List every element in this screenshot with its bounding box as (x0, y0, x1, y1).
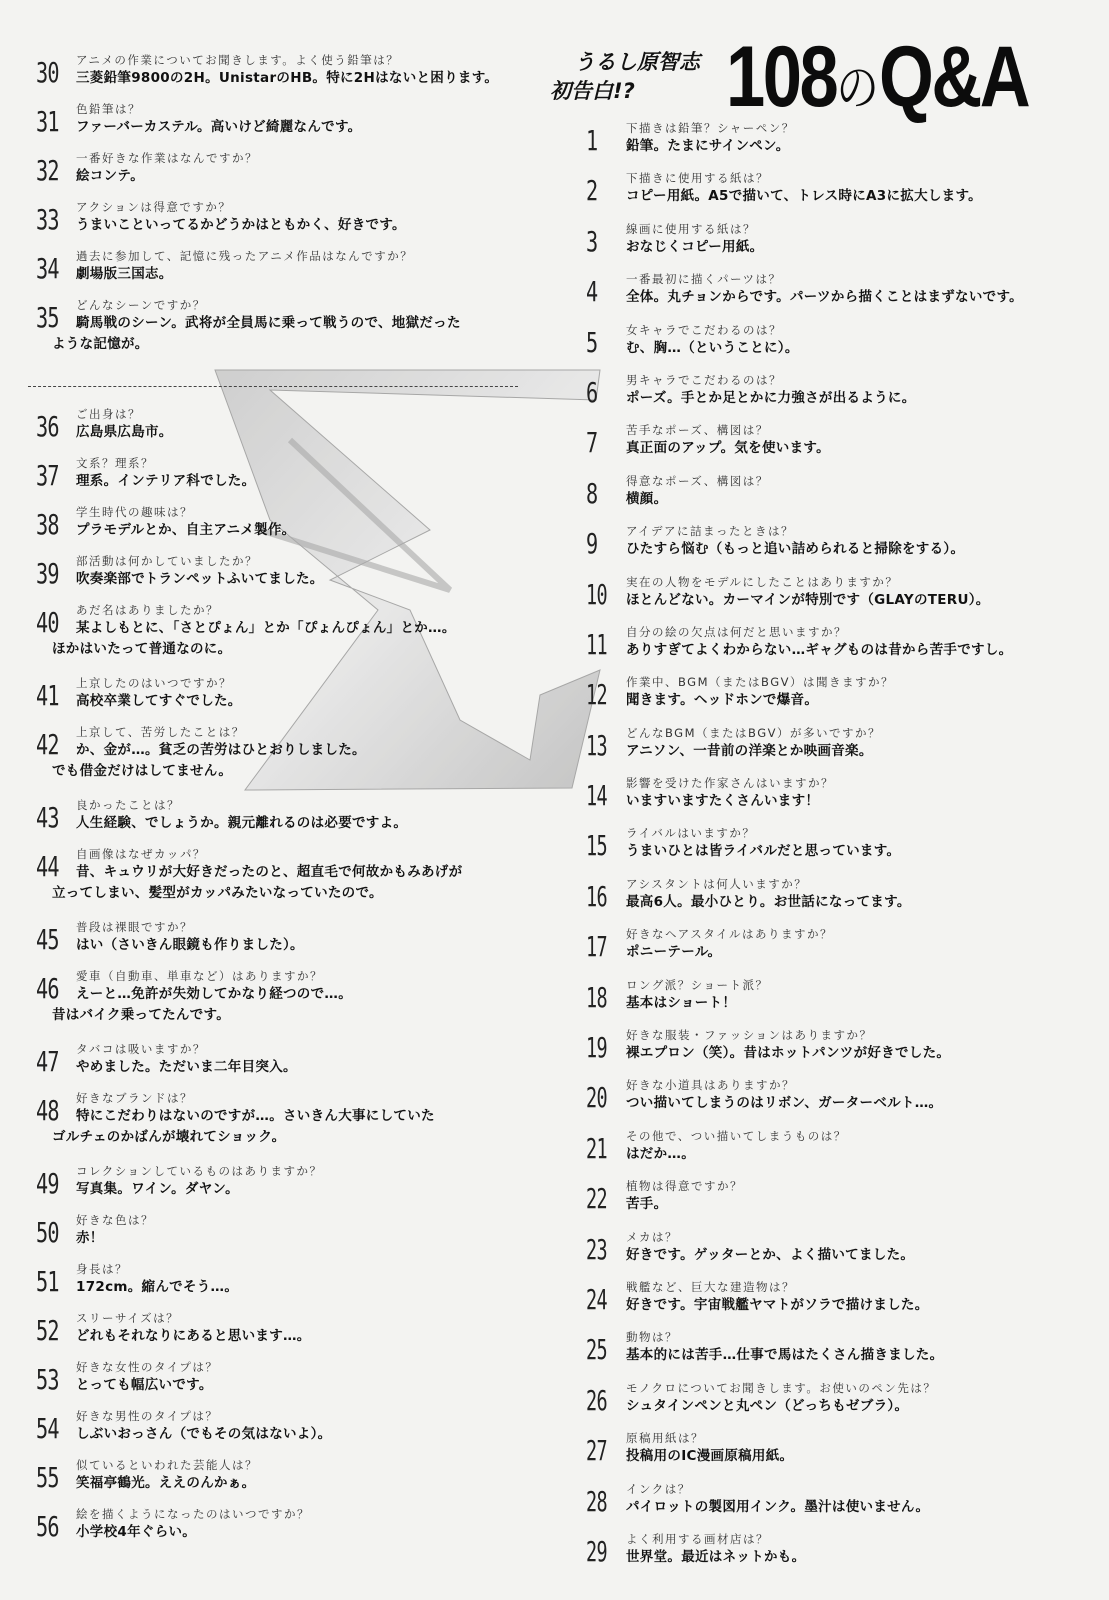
question-number: 23 (586, 1232, 607, 1266)
qa-item-14 (586, 775, 1086, 825)
answer-text: 小学校4年ぐらい。 (76, 1524, 197, 1540)
question-number: 54 (36, 1412, 59, 1445)
question-text: 作業中、BGM（またはBGV）は聞きますか？ (626, 675, 894, 690)
qa-item-27 (586, 1430, 1086, 1480)
answer-text: ほとんどない。カーマインが特別です（GLAYのTERU）。 (626, 591, 990, 608)
qa-item-15 (586, 825, 1086, 875)
qa-item-49 (36, 1163, 536, 1212)
answer-text: うまいこといってるかどうかはともかく、好きです。 (76, 217, 406, 233)
question-text: 苦手なポーズ、構図は？ (626, 423, 769, 438)
qa-item-55 (36, 1457, 536, 1506)
page-header (550, 20, 1090, 125)
answer-text: 苦手。 (626, 1196, 668, 1213)
answer-text: アニソン、一昔前の洋楽とか映画音楽。 (626, 742, 873, 759)
qa-item-10 (586, 574, 1086, 624)
question-number: 8 (586, 476, 598, 510)
question-number: 7 (586, 426, 598, 460)
qa-item-12 (586, 674, 1086, 724)
question-number: 41 (36, 679, 59, 712)
question-number: 19 (586, 1031, 607, 1065)
answer-text: む、胸…（ということに）。 (626, 339, 799, 356)
qa-item-41 (36, 675, 536, 724)
question-number: 42 (36, 728, 59, 761)
question-text: 一番最初に描くパーツは？ (626, 272, 782, 287)
answer-text: うまいひとは皆ライバルだと思っています。 (626, 843, 901, 860)
question-number: 25 (586, 1333, 607, 1367)
question-number: 20 (586, 1081, 607, 1115)
answer-text: シュタインペンと丸ペン（どっちもゼブラ）。 (626, 1397, 909, 1414)
question-text: どんなシーンですか？ (76, 298, 206, 312)
answer-text: 理系。インテリア科でした。 (76, 473, 256, 489)
qa-item-28 (586, 1481, 1086, 1531)
question-text: 絵を描くようになったのはいつですか？ (76, 1507, 310, 1521)
answer-text: おなじくコピー用紙。 (626, 238, 764, 255)
question-text: アクションは得意ですか？ (76, 200, 232, 214)
question-text: モノクロについてお聞きします。お使いのペン先は？ (626, 1380, 937, 1395)
question-text: 男キャラでこだわるのは？ (626, 372, 782, 387)
answer-text: 全体。丸チョンからです。パーツから描くことはまずないです。 (626, 289, 1023, 306)
answer-text: 真正面のアップ。気を使います。 (626, 440, 830, 457)
question-text: 実在の人物をモデルにしたことはありますか？ (626, 574, 899, 589)
question-number: 34 (36, 252, 59, 285)
answer-text: か、金が…。貧乏の苦労はひとおりしました。 (76, 742, 366, 758)
question-number: 40 (36, 606, 59, 639)
question-number: 3 (586, 224, 598, 258)
question-number: 18 (586, 980, 607, 1014)
answer-text: つい描いてしまうのはリボン、ガーターベルト…。 (626, 1095, 943, 1112)
question-text: その他で、つい描いてしまうものは？ (626, 1128, 847, 1143)
question-text: 得意なポーズ、構図は？ (626, 473, 769, 488)
qa-item-31 (36, 101, 536, 150)
answer-text: 最高6人。最小ひとり。お世話になってます。 (626, 893, 911, 910)
question-number: 45 (36, 923, 59, 956)
answer-text: ポニーテール。 (626, 944, 722, 961)
answer-text: 笑福亭鶴光。ええのんかぁ。 (76, 1475, 256, 1491)
answer-text: 172cm。縮んでそう…。 (76, 1279, 239, 1295)
answer-text: ファーバーカステル。高いけど綺麗なんです。 (76, 119, 362, 135)
answer-text: どれもそれなりにあると思います…。 (76, 1328, 311, 1344)
question-number: 4 (586, 275, 598, 309)
qa-item-19 (586, 1027, 1086, 1077)
answer-text: はだか…。 (626, 1145, 695, 1162)
qa-item-17 (586, 926, 1086, 976)
qa-item-3 (586, 221, 1086, 271)
question-text: 自分の絵の欠点は何だと思いますか？ (626, 624, 847, 639)
question-number: 50 (36, 1216, 59, 1249)
question-text: 似ているといわれた芸能人は？ (76, 1458, 258, 1472)
qa-item-38 (36, 504, 536, 553)
question-number: 30 (36, 56, 59, 89)
answer-text: えーと…免許が失効してかなり経つので…。 (76, 986, 352, 1002)
answer-text: 裸エプロン（笑）。昔はホットパンツが好きでした。 (626, 1045, 951, 1062)
answer-text: 横顔。 (626, 490, 668, 507)
question-number: 47 (36, 1045, 59, 1078)
question-number: 43 (36, 801, 59, 834)
qa-item-4 (586, 271, 1086, 321)
question-number: 31 (36, 105, 59, 138)
answer-text: 投稿用のIC漫画原稿用紙。 (626, 1448, 794, 1465)
question-text: 植物は得意ですか？ (626, 1179, 743, 1194)
answer-text-continued: 立ってしまい、髪型がカッパみたいなっていたので。 (52, 885, 383, 901)
answer-text: 好きです。宇宙戦艦ヤマトがソラで描けました。 (626, 1296, 929, 1313)
answer-text: 聞きます。ヘッドホンで爆音。 (626, 692, 819, 709)
question-number: 17 (586, 930, 607, 964)
qa-item-35 (36, 297, 536, 370)
question-text: アイデアに詰まったときは？ (626, 524, 794, 539)
question-text: コレクションしているものはありますか？ (76, 1164, 323, 1178)
qa-item-46 (36, 968, 536, 1041)
answer-text: ポーズ。手とか足とかに力強さが出るように。 (626, 389, 916, 406)
qa-item-45 (36, 919, 536, 968)
qa-item-33 (36, 199, 536, 248)
answer-text: とっても幅広いです。 (76, 1377, 213, 1393)
right-column (586, 120, 1086, 1581)
answer-text: 基本はショート！ (626, 994, 737, 1011)
question-text: 原稿用紙は？ (626, 1431, 704, 1446)
question-text: スリーサイズは？ (76, 1311, 180, 1325)
answer-text: 写真集。ワイン。ダヤン。 (76, 1181, 239, 1197)
answer-text-continued: でも借金だけはしてません。 (52, 763, 233, 779)
question-text: アシスタントは何人いますか？ (626, 876, 808, 891)
answer-text: プラモデルとか、自主アニメ製作。 (76, 522, 296, 538)
answer-text: 某よしもとに、「さとぴょん」とか「ぴょんぴょん」とか…。 (76, 620, 456, 636)
question-text: 動物は？ (626, 1330, 678, 1345)
question-number: 35 (36, 301, 59, 334)
question-number: 51 (36, 1265, 59, 1298)
question-number: 56 (36, 1510, 59, 1543)
question-text: 文系？理系？ (76, 456, 154, 470)
question-text: 好きな女性のタイプは？ (76, 1360, 219, 1374)
question-number: 24 (586, 1282, 607, 1316)
title-number: 108 (726, 29, 837, 125)
question-text: 色鉛筆は？ (76, 102, 141, 116)
qa-item-24 (586, 1279, 1086, 1329)
question-text: 戦艦など、巨大な建造物は？ (626, 1279, 795, 1294)
answer-text: 赤！ (76, 1230, 104, 1246)
question-number: 29 (586, 1534, 607, 1568)
qa-item-23 (586, 1229, 1086, 1279)
question-text: よく利用する画材店は？ (626, 1531, 769, 1546)
question-number: 53 (36, 1363, 59, 1396)
qa-item-16 (586, 876, 1086, 926)
question-number: 1 (586, 124, 598, 157)
question-text: 好きな色は？ (76, 1213, 154, 1227)
question-number: 13 (586, 728, 607, 762)
question-text: ロング派？ショート派？ (626, 977, 769, 992)
header-subtitle-confession: 初告白!? (550, 79, 635, 103)
qa-item-32 (36, 150, 536, 199)
question-text: 好きなブランドは？ (76, 1091, 193, 1105)
question-number: 46 (36, 972, 59, 1005)
header-subtitle-name: うるし原智志 (574, 50, 700, 74)
qa-item-11 (586, 624, 1086, 674)
qa-item-47 (36, 1041, 536, 1090)
question-text: アニメの作業についてお聞きします。よく使う鉛筆は？ (76, 53, 400, 67)
question-text: 普段は裸眼ですか？ (76, 920, 193, 934)
question-number: 55 (36, 1461, 59, 1494)
answer-text: コピー用紙。A5で描いて、トレス時にA3に拡大します。 (626, 188, 982, 205)
qa-item-51 (36, 1261, 536, 1310)
answer-text: 絵コンテ。 (76, 168, 145, 184)
question-number: 26 (586, 1383, 607, 1417)
qa-item-48 (36, 1090, 536, 1163)
qa-item-50 (36, 1212, 536, 1261)
qa-item-20 (586, 1077, 1086, 1127)
answer-text: 三菱鉛筆9800の2H。UnistarのHB。特に2Hはないと困ります。 (76, 70, 499, 86)
header-title (726, 29, 1029, 132)
answer-text: 広島県広島市。 (76, 424, 173, 440)
answer-text: やめました。ただいま二年目突入。 (76, 1059, 297, 1075)
answer-text-continued: ゴルチェのかばんが壊れてショック。 (52, 1129, 286, 1145)
answer-text: ありすぎてよくわからない…ギャグものは昔から苦手ですし。 (626, 641, 1013, 658)
qa-item-26 (586, 1380, 1086, 1430)
question-number: 21 (586, 1131, 607, 1165)
answer-text: 騎馬戦のシーン。武将が全員馬に乗って戦うので、地獄だった (76, 315, 461, 331)
question-text: 好きな男性のタイプは？ (76, 1409, 219, 1423)
qa-item-8 (586, 473, 1086, 523)
answer-text: 世界堂。最近はネットかも。 (626, 1548, 806, 1565)
qa-item-39 (36, 553, 536, 602)
qa-item-42 (36, 724, 536, 797)
question-text: タバコは吸いますか？ (76, 1042, 206, 1056)
question-text: 線画に使用する紙は？ (626, 221, 756, 236)
question-number: 22 (586, 1182, 607, 1216)
qa-item-7 (586, 422, 1086, 472)
question-number: 39 (36, 557, 59, 590)
question-number: 16 (586, 879, 607, 913)
qa-item-52 (36, 1310, 536, 1359)
question-text: 影響を受けた作家さんはいますか？ (626, 776, 834, 791)
qa-item-5 (586, 322, 1086, 372)
answer-text: ひたすら悩む（もっと追い詰められると掃除をする）。 (626, 541, 965, 558)
answer-text: 基本的には苦手…仕事で馬はたくさん描きました。 (626, 1347, 944, 1364)
answer-text-continued: ような記憶が。 (52, 336, 149, 352)
question-text: ライバルはいますか？ (626, 826, 756, 841)
question-number: 10 (586, 577, 607, 611)
answer-text: パイロットの製図用インク。墨汁は使いません。 (626, 1498, 930, 1515)
question-text: 自画像はなぜカッパ？ (76, 847, 206, 861)
question-text: どんなBGM（またはBGV）が多いですか？ (626, 725, 881, 740)
answer-text: しぶいおっさん（でもその気はないよ）。 (76, 1426, 332, 1442)
answer-text: 高校卒業してすぐでした。 (76, 693, 242, 709)
question-text: 下描きに使用する紙は？ (626, 171, 769, 186)
qa-item-36 (36, 406, 536, 455)
qa-item-13 (586, 725, 1086, 775)
answer-text: 人生経験、でしょうか。親元離れるのは必要ですよ。 (76, 815, 408, 831)
question-text: あだ名はありましたか？ (76, 603, 219, 617)
question-number: 33 (36, 203, 59, 236)
question-text: ご出身は？ (76, 407, 141, 421)
question-text: 好きなヘアスタイルはありますか？ (626, 927, 833, 942)
question-number: 2 (586, 174, 598, 208)
answer-text: はい（さいきん眼鏡も作りました）。 (76, 937, 304, 953)
qa-item-18 (586, 977, 1086, 1027)
question-number: 9 (586, 527, 598, 561)
qa-item-44 (36, 846, 536, 919)
qa-item-21 (586, 1128, 1086, 1178)
answer-text: いますいますたくさんいます！ (626, 793, 820, 810)
title-no: の (836, 60, 879, 118)
answer-text-continued: ほかはいたって普通なのに。 (52, 641, 232, 657)
question-text: 身長は？ (76, 1262, 128, 1276)
question-number: 5 (586, 325, 598, 359)
question-text: 好きな服装・ファッションはありますか？ (626, 1028, 873, 1043)
answer-text: 鉛筆。たまにサインペン。 (626, 138, 790, 154)
question-text: 学生時代の趣味は？ (76, 505, 193, 519)
question-number: 27 (586, 1434, 607, 1468)
answer-text: 昔、キュウリが大好きだったのと、超直毛で何故かもみあげが (76, 864, 463, 880)
question-text: 一番好きな作業はなんですか？ (76, 151, 258, 165)
question-number: 11 (586, 627, 607, 661)
question-number: 15 (586, 829, 607, 863)
question-text: メカは？ (626, 1229, 678, 1244)
question-text: 部活動は何かしていましたか？ (76, 554, 258, 568)
question-text: 過去に参加して、記憶に残ったアニメ作品はなんですか？ (76, 249, 414, 263)
question-text: 好きな小道具はありますか？ (626, 1078, 795, 1093)
question-text: 下描きは鉛筆？シャーペン？ (626, 121, 795, 135)
question-number: 32 (36, 154, 59, 187)
question-text: 女キャラでこだわるのは？ (626, 322, 782, 337)
question-text: インクは？ (626, 1481, 691, 1496)
answer-text: 特にこだわりはないのですが…。さいきん大事にしていた (76, 1108, 435, 1124)
question-text: 愛車（自動車、単車など）はありますか？ (76, 969, 323, 983)
question-text: 上京して、苦労したことは？ (76, 725, 245, 739)
qa-item-2 (586, 170, 1086, 220)
question-number: 44 (36, 850, 59, 883)
question-number: 36 (36, 410, 59, 443)
qa-item-9 (586, 523, 1086, 573)
qa-item-56 (36, 1506, 536, 1555)
question-number: 12 (586, 678, 607, 712)
qa-item-29 (586, 1531, 1086, 1581)
answer-text-continued: 昔はバイク乗ってたんです。 (52, 1007, 231, 1023)
answer-text: 吹奏楽部でトランペットふいてました。 (76, 571, 324, 587)
question-number: 28 (586, 1484, 607, 1518)
question-number: 52 (36, 1314, 59, 1347)
qa-item-1 (586, 120, 1086, 170)
left-column (36, 52, 536, 1555)
qa-item-22 (586, 1178, 1086, 1228)
question-number: 6 (586, 375, 598, 409)
answer-text: 好きです。ゲッターとか、よく描いてました。 (626, 1246, 915, 1263)
question-number: 49 (36, 1167, 59, 1200)
qa-item-30 (36, 52, 536, 101)
title-qa: Q&A (878, 29, 1029, 125)
qa-item-40 (36, 602, 536, 675)
qa-item-25 (586, 1329, 1086, 1379)
question-number: 37 (36, 459, 59, 492)
qa-item-37 (36, 455, 536, 504)
qa-item-43 (36, 797, 536, 846)
qa-item-53 (36, 1359, 536, 1408)
question-number: 14 (586, 779, 607, 813)
question-number: 48 (36, 1094, 59, 1127)
qa-item-34 (36, 248, 536, 297)
qa-item-54 (36, 1408, 536, 1457)
question-number: 38 (36, 508, 59, 541)
qa-item-6 (586, 372, 1086, 422)
question-text: 上京したのはいつですか？ (76, 676, 232, 690)
answer-text: 劇場版三国志。 (76, 266, 173, 282)
question-text: 良かったことは？ (76, 798, 180, 812)
